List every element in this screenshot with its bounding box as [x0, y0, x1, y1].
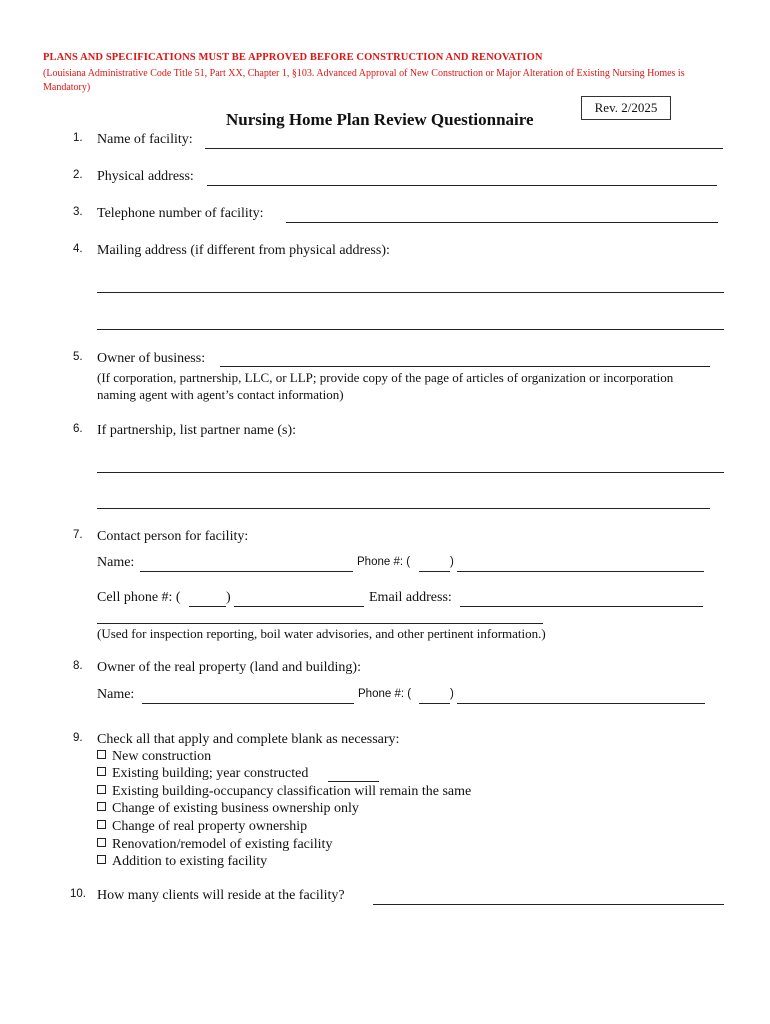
option-label: Addition to existing facility [112, 854, 268, 869]
option-label: Renovation/remodel of existing facility [112, 837, 333, 852]
question-label: How many clients will reside at the facility? [97, 888, 345, 903]
partner-names-line-2[interactable] [97, 508, 710, 509]
question-label: Contact person for facility: [97, 529, 249, 544]
option-new-construction[interactable] [97, 749, 211, 765]
facility-telephone-field[interactable] [286, 222, 718, 223]
option-label: New construction [112, 749, 212, 764]
contact-phone-paren: ) [450, 556, 454, 568]
question-label: Physical address: [97, 169, 194, 184]
checkbox[interactable] [97, 802, 106, 811]
checkbox[interactable] [97, 750, 106, 759]
property-owner-phone-field[interactable] [457, 703, 705, 704]
question-number: 5. [73, 351, 83, 363]
question-number: 7. [73, 529, 83, 541]
contact-phone-area-code-field[interactable] [419, 571, 450, 572]
option-label: Existing building-occupancy classification will remain the same [112, 784, 472, 799]
option-renovation-remodel[interactable] [97, 837, 332, 853]
property-owner-phone-paren: ) [450, 688, 454, 700]
mailing-address-line-2[interactable] [97, 329, 724, 330]
cell-phone-label: Cell phone #: ( [97, 590, 181, 605]
question-label: If partnership, list partner name (s): [97, 423, 297, 438]
question-number: 3. [73, 206, 83, 218]
cell-phone-paren: ) [226, 590, 231, 605]
question-number: 8. [73, 660, 83, 672]
cell-phone-number-field[interactable] [234, 606, 364, 607]
facility-name-field[interactable] [205, 148, 723, 149]
checkbox[interactable] [97, 785, 106, 794]
question-number: 6. [73, 423, 83, 435]
question-label: Owner of business: [97, 351, 206, 366]
property-owner-name-field[interactable] [142, 703, 354, 704]
question-label: Owner of the real property (land and building): [97, 660, 361, 675]
option-existing-building[interactable] [97, 766, 308, 782]
question-number: 9. [73, 732, 83, 744]
property-owner-name-label: Name: [97, 687, 135, 702]
checkbox[interactable] [97, 855, 106, 864]
checkbox[interactable] [97, 820, 106, 829]
question-number: 10. [70, 888, 86, 900]
option-occupancy-same[interactable] [97, 784, 471, 800]
contact-phone-number-field[interactable] [457, 571, 704, 572]
contact-name-label: Name: [97, 555, 135, 570]
cell-area-code-field[interactable] [189, 606, 226, 607]
option-property-ownership-change[interactable] [97, 819, 307, 835]
question-label: Telephone number of facility: [97, 206, 264, 221]
page-title: Nursing Home Plan Review Questionnaire [226, 110, 534, 129]
property-owner-area-code-field[interactable] [419, 703, 450, 704]
mailing-address-line-1[interactable] [97, 292, 724, 293]
question-number: 4. [73, 243, 83, 255]
owner-note-line-2: naming agent with agent’s contact information) [97, 387, 344, 402]
owner-note-line-1: (If corporation, partnership, LLC, or LLP; provide copy of the page of articles of organization or incorporation [97, 370, 674, 385]
email-address-field[interactable] [460, 606, 703, 607]
option-label: Change of real property ownership [112, 819, 308, 834]
owner-of-business-field[interactable] [220, 366, 710, 367]
physical-address-field[interactable] [207, 185, 717, 186]
option-addition[interactable] [97, 854, 267, 870]
client-count-field[interactable] [373, 904, 724, 905]
checkbox[interactable] [97, 838, 106, 847]
revision-box: Rev. 2/2025 [581, 96, 671, 120]
question-number: 1. [73, 132, 83, 144]
question-label: Mailing address (if different from physical address): [97, 243, 390, 258]
contact-usage-note: (Used for inspection reporting, boil water advisories, and other pertinent information.) [97, 626, 546, 641]
question-label: Name of facility: [97, 132, 193, 147]
property-owner-phone-label: Phone #: ( [358, 688, 412, 700]
year-constructed-field[interactable] [328, 781, 379, 782]
question-label: Check all that apply and complete blank as necessary: [97, 732, 400, 747]
contact-phone-label: Phone #: ( [357, 556, 411, 568]
question-number: 2. [73, 169, 83, 181]
approval-warning-title: PLANS AND SPECIFICATIONS MUST BE APPROVED BEFORE CONSTRUCTION AND RENOVATION [43, 52, 543, 63]
option-business-ownership-change[interactable] [97, 801, 359, 817]
email-label: Email address: [369, 590, 452, 605]
partner-names-line-1[interactable] [97, 472, 724, 473]
option-label: Existing building; year constructed [112, 766, 309, 781]
approval-warning-subtitle: (Louisiana Administrative Code Title 51, Part XX, Chapter 1, §103. Advanced Approval of New Construction or Major Alteration of Existing Nursing Homes is Mandatory) [43, 68, 685, 93]
contact-name-field[interactable] [140, 571, 353, 572]
checkbox[interactable] [97, 767, 106, 776]
option-label: Change of existing business ownership only [112, 801, 359, 816]
email-address-continuation-field[interactable] [97, 623, 543, 624]
